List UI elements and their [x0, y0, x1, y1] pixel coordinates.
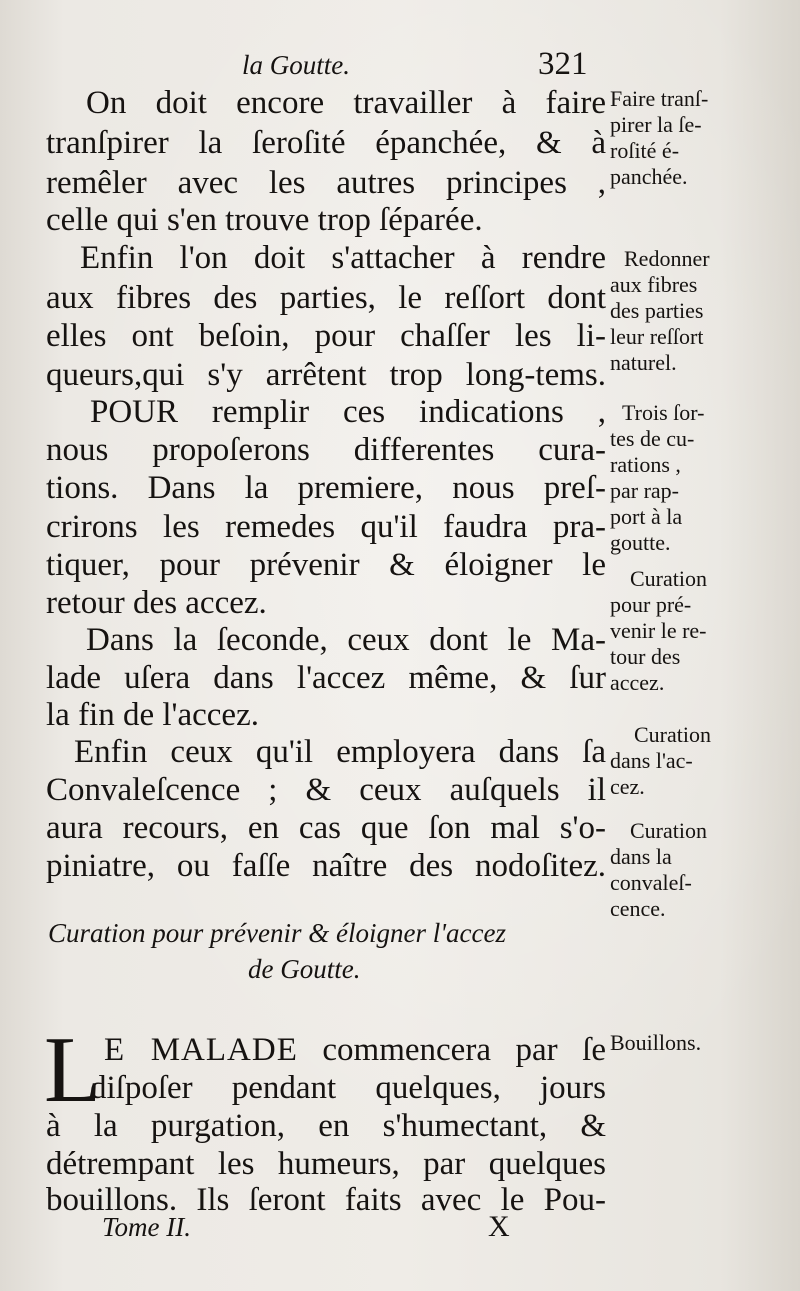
margin-line: cez. — [610, 774, 645, 799]
margin-line: Curation — [630, 818, 707, 843]
margin-line: par rap- — [610, 478, 680, 503]
margin-line: convaleſ- — [610, 870, 692, 895]
drop-cap: L — [44, 1018, 102, 1122]
section-heading-line2: de Goutte. — [248, 954, 361, 984]
section-first-line — [104, 1030, 606, 1070]
margin-line: naturel. — [610, 350, 677, 375]
section-first-words: E MALADE — [104, 1032, 298, 1068]
page-footer — [0, 1208, 800, 1248]
margin-line: port à la — [610, 504, 683, 529]
body-line: Enfin ceux qu'il employera dans ſa — [74, 734, 606, 770]
body-line: aux fibres des parties, le reſſort dont — [46, 280, 606, 316]
body-line: piniatre, ou faſſe naître des nodoſitez. — [46, 848, 606, 884]
body-line: Enfin l'on doit s'attacher à rendre — [80, 240, 606, 276]
margin-line: Curation — [634, 722, 711, 747]
margin-line: pirer la ſe- — [610, 112, 702, 137]
signature-mark: X — [488, 1210, 510, 1243]
section-line: bouillons. Ils ſeront faits avec le Pou- — [46, 1182, 606, 1218]
body-line: elles ont beſoin, pour chaſſer les li- — [46, 318, 606, 354]
body-line: lade uſera dans l'accez même, & ſur — [46, 660, 606, 696]
body-line: remêler avec les autres principes , — [46, 165, 606, 201]
body-line: tranſpirer la ſeroſité épanchée, & à — [46, 125, 606, 161]
body-line: tions. Dans la premiere, nous preſ- — [46, 470, 606, 506]
margin-line: tour des — [610, 644, 681, 669]
section-line: détrempant les humeurs, par quelques — [46, 1146, 606, 1182]
margin-line: goutte. — [610, 530, 671, 555]
margin-line: rations , — [610, 452, 681, 477]
margin-line: Bouillons. — [610, 1030, 702, 1055]
margin-line: des parties — [610, 298, 704, 323]
body-line: Convaleſcence ; & ceux auſquels il — [46, 772, 606, 808]
margin-line: leur reſſort — [610, 324, 704, 349]
section-line: à la purgation, en s'humectant, & — [46, 1108, 606, 1144]
body-line: nous propoſerons differentes cura- — [46, 432, 606, 468]
margin-line: dans l'ac- — [610, 748, 693, 773]
margin-line: panchée. — [610, 164, 688, 189]
margin-line: pour pré- — [610, 592, 692, 617]
margin-line: tes de cu- — [610, 426, 695, 451]
running-title: la Goutte. — [242, 50, 350, 80]
running-head — [0, 46, 800, 86]
body-line: aura recours, en cas que ſon mal s'o- — [46, 810, 606, 846]
body-line: POUR remplir ces indications , — [90, 394, 606, 430]
body-line: Dans la ſeconde, ceux dont le Ma- — [86, 622, 606, 658]
body-line: On doit encore travailler à faire — [86, 85, 606, 121]
body-line: retour des accez. — [46, 585, 267, 621]
margin-line: Faire tranſ- — [610, 86, 709, 111]
body-line: la fin de l'accez. — [46, 697, 259, 733]
section-line: diſpoſer pendant quelques, jours — [90, 1070, 606, 1106]
margin-line: venir le re- — [610, 618, 707, 643]
margin-line: dans la — [610, 844, 672, 869]
margin-line: Trois ſor- — [622, 400, 705, 425]
volume-signature: Tome II. — [102, 1212, 192, 1242]
body-line: tiquer, pour prévenir & éloigner le — [46, 547, 606, 583]
margin-line: Redonner — [624, 246, 710, 271]
margin-line: aux fibres — [610, 272, 698, 297]
margin-line: accez. — [610, 670, 665, 695]
margin-line: cence. — [610, 896, 666, 921]
margin-line: roſité é- — [610, 138, 680, 163]
section-first-rest: commencera par ſe — [297, 1032, 607, 1068]
section-heading-line1: Curation pour prévenir & éloigner l'accez — [48, 918, 506, 948]
margin-line: Curation — [630, 566, 707, 591]
page-number: 321 — [538, 46, 588, 82]
body-line: crirons les remedes qu'il faudra pra- — [46, 509, 606, 545]
body-line: queurs,qui s'y arrêtent trop long-tems. — [46, 357, 606, 393]
body-line: celle qui s'en trouve trop ſéparée. — [46, 202, 483, 238]
